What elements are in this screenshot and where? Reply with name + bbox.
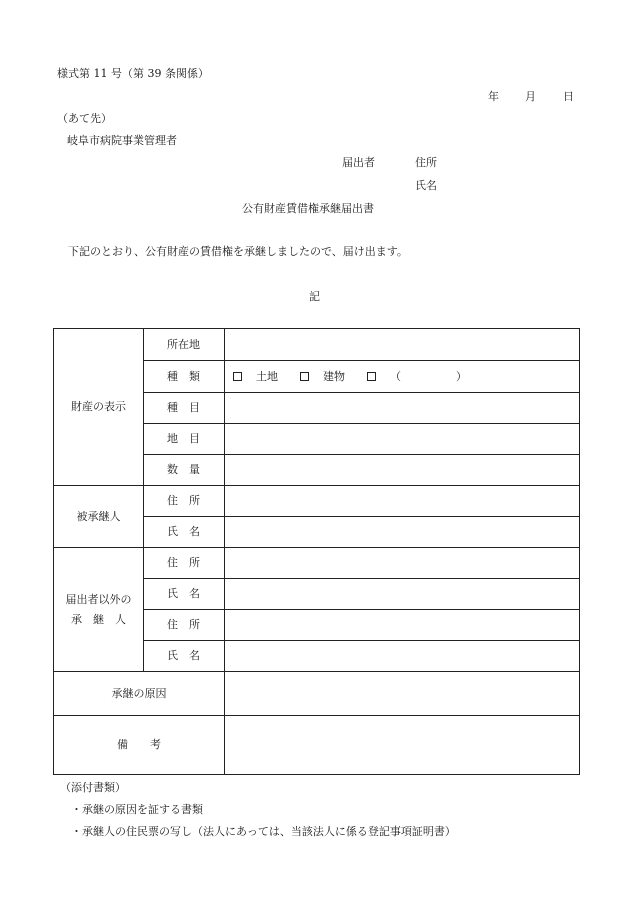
location-value[interactable] xyxy=(225,329,580,361)
kind-options xyxy=(225,361,580,393)
addressee: 岐阜市病院事業管理者 xyxy=(67,134,177,147)
land-category-label: 地 目 xyxy=(144,424,225,455)
table-row xyxy=(54,329,580,361)
table-row xyxy=(54,716,580,775)
building-checkbox[interactable] xyxy=(300,372,309,381)
other-successor-label-line1: 届出者以外の xyxy=(65,592,132,606)
property-group-label: 財産の表示 xyxy=(54,329,144,486)
addressee-label: （あて先） xyxy=(57,112,112,125)
land-checkbox[interactable] xyxy=(233,372,242,381)
successor1-address-label: 住 所 xyxy=(144,548,225,579)
date-year-label: 年 xyxy=(488,90,499,103)
document-title: 公有財産賃借権承継届出書 xyxy=(242,202,374,215)
attachment-item: ・承継の原因を証する書類 xyxy=(71,803,203,816)
successor2-name-value[interactable] xyxy=(225,641,580,672)
applicant-label: 届出者 xyxy=(342,156,375,169)
cause-label: 承継の原因 xyxy=(54,672,225,716)
quantity-value[interactable] xyxy=(225,455,580,486)
form-number: 様式第 11 号（第 39 条関係） xyxy=(57,67,209,80)
remarks-label: 備 考 xyxy=(54,716,225,775)
remarks-value[interactable] xyxy=(225,716,580,775)
table-row xyxy=(54,672,580,716)
quantity-label: 数 量 xyxy=(144,455,225,486)
successor2-name-label: 氏 名 xyxy=(144,641,225,672)
intro-text: 下記のとおり、公有財産の賃借権を承継しましたので、届け出ます。 xyxy=(68,245,408,258)
kind-label: 種 類 xyxy=(144,361,225,393)
table-row xyxy=(54,548,580,579)
successor1-name-label: 氏 名 xyxy=(144,579,225,610)
land-category-value[interactable] xyxy=(225,424,580,455)
attachment-item: ・承継人の住民票の写し（法人にあっては、当該法人に係る登記事項証明書） xyxy=(71,825,456,838)
predecessor-address-value[interactable] xyxy=(225,486,580,517)
date-month-label: 月 xyxy=(525,90,536,103)
other-option-blank: （ ） xyxy=(390,369,467,383)
form-table xyxy=(53,328,580,775)
predecessor-group-label: 被承継人 xyxy=(54,486,144,548)
predecessor-name-label: 氏 名 xyxy=(144,517,225,548)
category-label: 種 目 xyxy=(144,393,225,424)
applicant-name-label: 氏名 xyxy=(415,179,437,192)
successor1-name-value[interactable] xyxy=(225,579,580,610)
table-row xyxy=(54,486,580,517)
cause-value[interactable] xyxy=(225,672,580,716)
predecessor-name-value[interactable] xyxy=(225,517,580,548)
successor1-address-value[interactable] xyxy=(225,548,580,579)
other-checkbox[interactable] xyxy=(367,372,376,381)
building-option-label: 建物 xyxy=(323,369,345,383)
applicant-address-label: 住所 xyxy=(415,156,437,169)
location-label: 所在地 xyxy=(144,329,225,361)
successor2-address-label: 住 所 xyxy=(144,610,225,641)
category-value[interactable] xyxy=(225,393,580,424)
other-successor-group-label xyxy=(54,548,144,672)
other-successor-label-line2: 承 継 人 xyxy=(71,612,126,626)
land-option-label: 土地 xyxy=(256,369,278,383)
successor2-address-value[interactable] xyxy=(225,610,580,641)
attachments-heading: （添付書類） xyxy=(60,781,126,794)
predecessor-address-label: 住 所 xyxy=(144,486,225,517)
note-heading: 記 xyxy=(309,290,320,303)
date-day-label: 日 xyxy=(563,90,574,103)
